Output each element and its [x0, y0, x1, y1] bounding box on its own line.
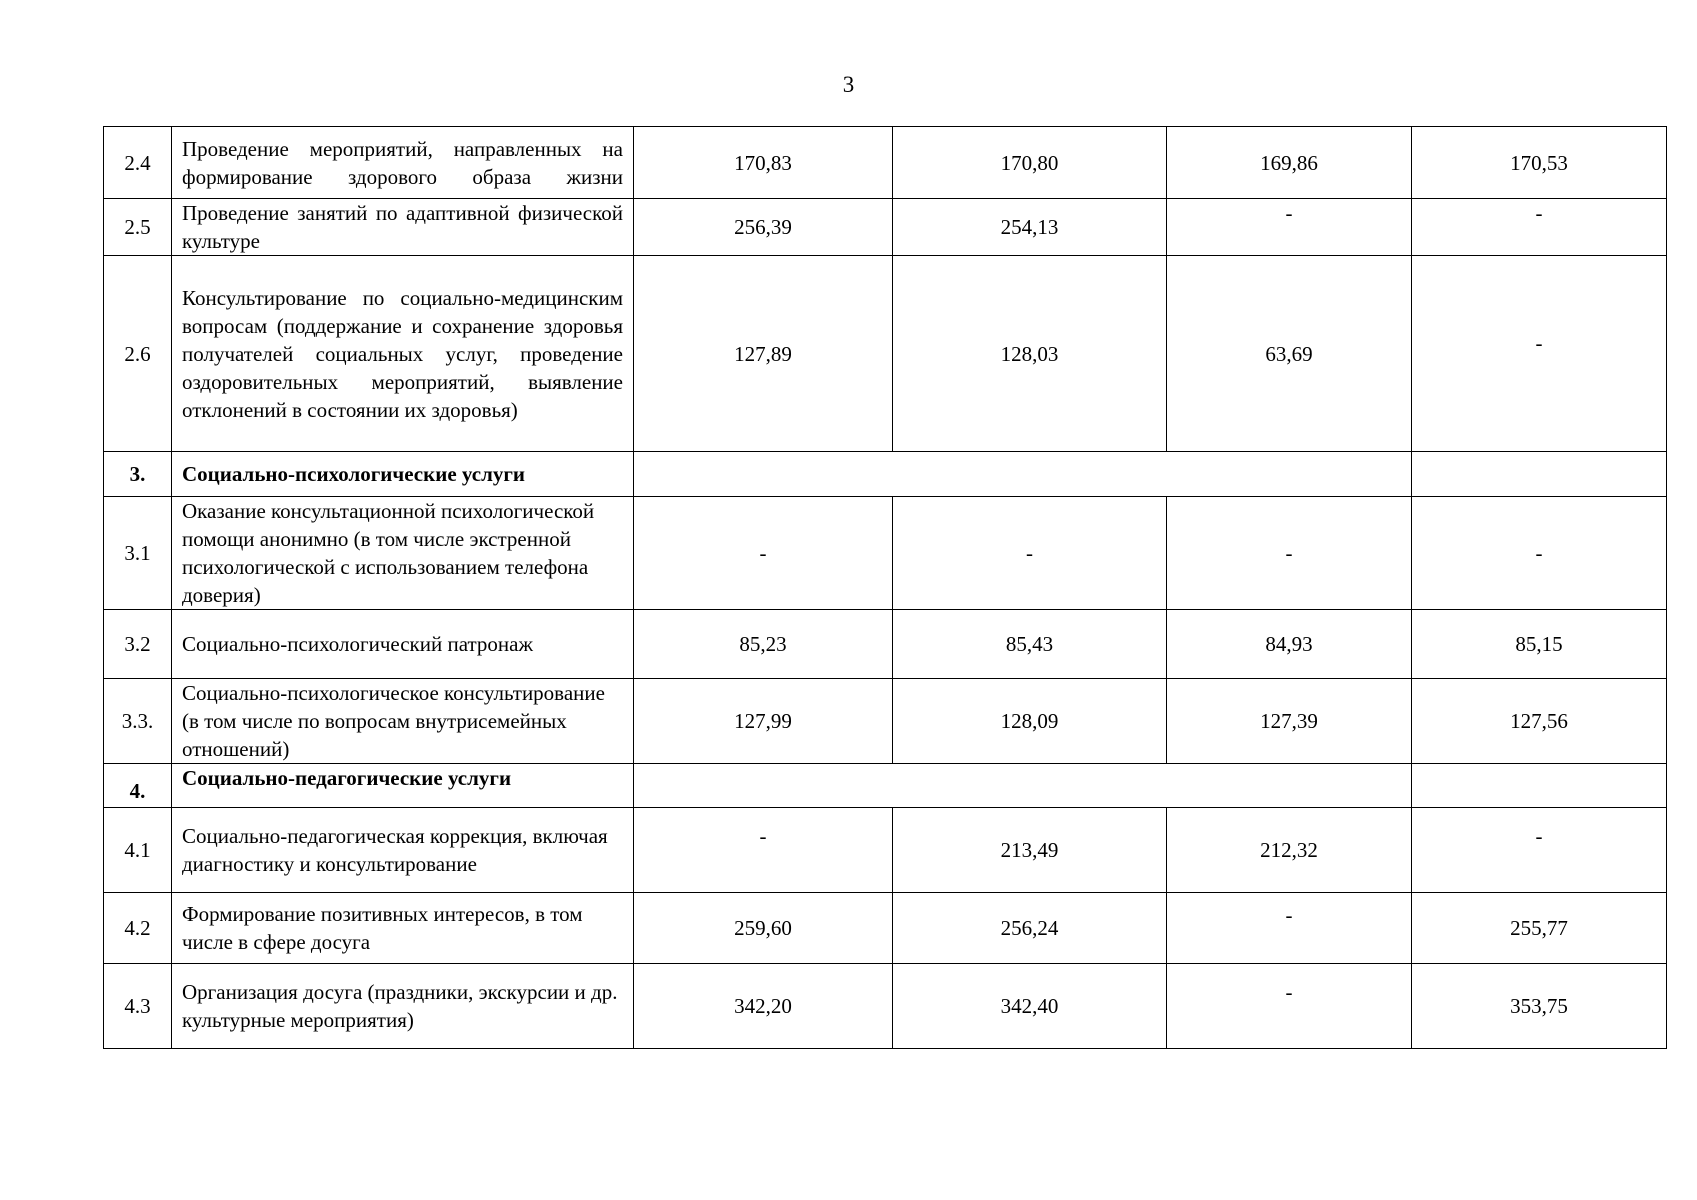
table-row [104, 808, 1667, 893]
service-description: Формирование позитивных интересов, в том числе в сфере досуга [172, 893, 634, 964]
section-empty-cell [634, 452, 1412, 497]
value-cell: - [1167, 964, 1412, 1049]
value-cell: 127,39 [1167, 679, 1412, 764]
section-empty-cell [1412, 452, 1667, 497]
row-number: 3.2 [104, 610, 172, 679]
table-row [104, 497, 1667, 610]
value-cell: 342,20 [634, 964, 893, 1049]
value-cell: 128,03 [893, 256, 1167, 452]
section-header-row [104, 764, 1667, 808]
value-cell: 128,09 [893, 679, 1167, 764]
service-description: Оказание консультационной психологической помощи анонимно (в том числе экстренной психологической с использованием телефона доверия) [172, 497, 634, 610]
value-cell: - [634, 497, 893, 610]
service-description: Социально-педагогическая коррекция, включая диагностику и консультирование [172, 808, 634, 893]
value-cell: 85,23 [634, 610, 893, 679]
section-empty-cell [1412, 764, 1667, 808]
table-row [104, 679, 1667, 764]
value-cell: - [634, 808, 893, 893]
service-description: Консультирование по социально-медицинским вопросам (поддержание и сохранение здоровья получателей социальных услуг, проведение оздоровительных мероприятий, выявление отклонений в состоянии их здоровья) [172, 256, 634, 452]
row-number: 2.5 [104, 199, 172, 256]
value-cell: - [1412, 256, 1667, 452]
table-row [104, 199, 1667, 256]
section-header-row [104, 452, 1667, 497]
table-row [104, 256, 1667, 452]
value-cell: 254,13 [893, 199, 1167, 256]
value-cell: 170,53 [1412, 127, 1667, 199]
row-number: 3.1 [104, 497, 172, 610]
value-cell: 127,89 [634, 256, 893, 452]
value-cell: 353,75 [1412, 964, 1667, 1049]
value-cell: 85,15 [1412, 610, 1667, 679]
value-cell: 212,32 [1167, 808, 1412, 893]
service-description: Проведение мероприятий, направленных на формирование здорового образа жизни [172, 127, 634, 199]
value-cell: - [1167, 497, 1412, 610]
row-number: 4.1 [104, 808, 172, 893]
row-number: 2.4 [104, 127, 172, 199]
value-cell: 127,56 [1412, 679, 1667, 764]
value-cell: 169,86 [1167, 127, 1412, 199]
value-cell: - [1167, 199, 1412, 256]
value-cell: 170,80 [893, 127, 1167, 199]
row-number: 2.6 [104, 256, 172, 452]
value-cell: 255,77 [1412, 893, 1667, 964]
service-description: Социально-психологическое консультирование (в том числе по вопросам внутрисемейных отношений) [172, 679, 634, 764]
table-row [104, 893, 1667, 964]
value-cell: 170,83 [634, 127, 893, 199]
section-title: Социально-психологические услуги [172, 452, 634, 497]
page-number: 3 [842, 72, 855, 97]
table-row [104, 610, 1667, 679]
value-cell: 85,43 [893, 610, 1167, 679]
service-description: Социально-психологический патронаж [172, 610, 634, 679]
service-description: Организация досуга (праздники, экскурсии и др. культурные мероприятия) [172, 964, 634, 1049]
row-number: 3.3. [104, 679, 172, 764]
section-number: 3. [104, 452, 172, 497]
value-cell: 342,40 [893, 964, 1167, 1049]
value-cell: 127,99 [634, 679, 893, 764]
value-cell: - [1412, 199, 1667, 256]
value-cell: 256,39 [634, 199, 893, 256]
row-number: 4.3 [104, 964, 172, 1049]
section-empty-cell [634, 764, 1412, 808]
section-title: Социально-педагогические услуги [172, 764, 634, 808]
value-cell: 63,69 [1167, 256, 1412, 452]
service-description: Проведение занятий по адаптивной физической культуре [172, 199, 634, 256]
value-cell: - [1412, 497, 1667, 610]
value-cell: 259,60 [634, 893, 893, 964]
value-cell: 213,49 [893, 808, 1167, 893]
value-cell: 256,24 [893, 893, 1167, 964]
row-number: 4.2 [104, 893, 172, 964]
value-cell: 84,93 [1167, 610, 1412, 679]
value-cell: - [893, 497, 1167, 610]
section-number: 4. [104, 764, 172, 808]
value-cell: - [1412, 808, 1667, 893]
table-row [104, 964, 1667, 1049]
services-tariff-table [103, 126, 1667, 1049]
value-cell: - [1167, 893, 1412, 964]
table-row [104, 127, 1667, 199]
